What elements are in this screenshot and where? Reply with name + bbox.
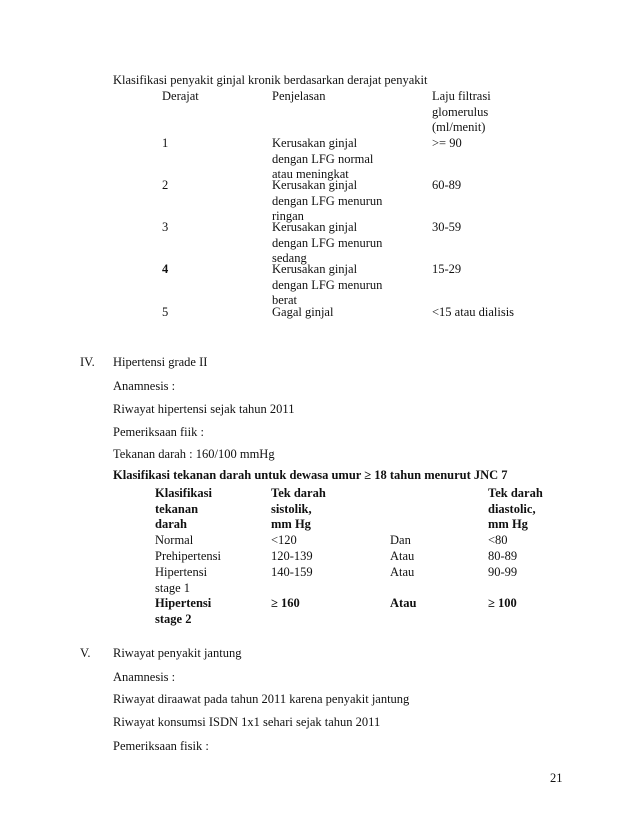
jnc-row-diastolik: ≥ 100 — [488, 596, 517, 610]
ckd-row-laju: >= 90 — [432, 136, 462, 150]
page-number: 21 — [550, 771, 563, 785]
jnc-row-diastolik: <80 — [488, 533, 508, 547]
ckd-header-derajat: Derajat — [162, 89, 199, 103]
jnc-header-diastolik — [488, 486, 543, 533]
ckd-row-penjelasan — [272, 305, 333, 321]
ckd-row-penjelasan-line: Kerusakan ginjal — [272, 178, 358, 192]
ckd-row-penjelasan — [272, 262, 382, 309]
section-iv-line: Pemeriksaan fiik : — [113, 425, 204, 439]
ckd-row-laju: 60-89 — [432, 178, 462, 192]
jnc-row-klasifikasi — [155, 596, 211, 627]
section-v-line: Pemeriksaan fisik : — [113, 739, 209, 753]
jnc-row-klasifikasi-line: Hipertensi — [155, 565, 208, 579]
ckd-row-penjelasan-line: Kerusakan ginjal — [272, 220, 358, 234]
ckd-row-penjelasan — [272, 136, 373, 183]
ckd-header-penjelasan: Penjelasan — [272, 89, 326, 103]
jnc-row-klasifikasi — [155, 533, 193, 549]
ckd-row-penjelasan-line: Kerusakan ginjal — [272, 262, 358, 276]
section-iv-line: Tekanan darah : 160/100 mmHg — [113, 447, 275, 461]
ckd-row-derajat: 4 — [162, 262, 169, 276]
ckd-row-derajat: 5 — [162, 305, 169, 319]
jnc-row-klasifikasi-line: stage 2 — [155, 611, 192, 626]
jnc-row-conjunction: Atau — [390, 565, 415, 579]
ckd-row-penjelasan-line: ringan — [272, 209, 304, 223]
ckd-header-laju — [432, 89, 491, 136]
section-v-title: Riwayat penyakit jantung — [113, 646, 242, 660]
jnc-header-line: Klasifikasi — [155, 486, 212, 500]
jnc-header-line: mm Hg — [488, 517, 528, 531]
jnc-row-klasifikasi-line: Normal — [155, 533, 194, 547]
jnc-row-conjunction: Atau — [390, 596, 417, 610]
section-v-line: Riwayat diraawat pada tahun 2011 karena penyakit jantung — [113, 692, 410, 706]
jnc-row-klasifikasi-line: Prehipertensi — [155, 549, 221, 563]
ckd-row-penjelasan-line: dengan LFG menurun — [272, 193, 383, 208]
jnc-header-line: diastolic, — [488, 501, 536, 516]
jnc-header-line: tekanan — [155, 501, 199, 516]
section-iv-line: Riwayat hipertensi sejak tahun 2011 — [113, 402, 295, 416]
jnc-row-sistolik: ≥ 160 — [271, 596, 300, 610]
section-v-numeral: V. — [80, 646, 91, 660]
ckd-row-derajat: 2 — [162, 178, 169, 192]
jnc-table-title: Klasifikasi tekanan darah untuk dewasa umur ≥ 18 tahun menurut JNC 7 — [113, 468, 508, 482]
section-iv-title: Hipertensi grade II — [113, 355, 208, 369]
jnc-header-line: sistolik, — [271, 501, 312, 516]
ckd-row-penjelasan — [272, 220, 382, 267]
jnc-header-sistolik — [271, 486, 326, 533]
jnc-row-klasifikasi-line: stage 1 — [155, 580, 191, 595]
section-iv-numeral: IV. — [80, 355, 95, 369]
ckd-row-laju: <15 atau dialisis — [432, 305, 515, 319]
jnc-header-line: Tek darah — [488, 486, 543, 500]
section-v-line: Anamnesis : — [113, 670, 176, 684]
ckd-row-derajat: 3 — [162, 220, 169, 234]
ckd-row-laju: 15-29 — [432, 262, 462, 276]
ckd-row-laju: 30-59 — [432, 220, 462, 234]
ckd-header-laju-line: glomerulus — [432, 104, 489, 119]
ckd-row-penjelasan-line: sedang — [272, 251, 307, 265]
jnc-row-diastolik: 90-99 — [488, 565, 518, 579]
jnc-row-sistolik: 140-159 — [271, 565, 313, 579]
jnc-row-sistolik: <120 — [271, 533, 297, 547]
ckd-row-penjelasan-line: Gagal ginjal — [272, 305, 334, 319]
jnc-row-klasifikasi — [155, 565, 207, 596]
jnc-header-line: darah — [155, 517, 187, 531]
jnc-header-line: mm Hg — [271, 517, 311, 531]
ckd-header-laju-line: (ml/menit) — [432, 120, 486, 134]
jnc-row-conjunction: Atau — [390, 549, 415, 563]
ckd-row-penjelasan-line: dengan LFG menurun — [272, 277, 383, 292]
jnc-header-line: Tek darah — [271, 486, 326, 500]
jnc-row-conjunction: Dan — [390, 533, 411, 547]
ckd-row-derajat: 1 — [162, 136, 169, 150]
section-v-line: Riwayat konsumsi ISDN 1x1 sehari sejak tahun 2011 — [113, 715, 381, 729]
jnc-row-klasifikasi — [155, 549, 221, 565]
jnc-row-diastolik: 80-89 — [488, 549, 518, 563]
ckd-row-penjelasan-line: Kerusakan ginjal — [272, 136, 358, 150]
ckd-row-penjelasan — [272, 178, 382, 225]
ckd-row-penjelasan-line: atau meningkat — [272, 167, 349, 181]
ckd-row-penjelasan-line: dengan LFG menurun — [272, 235, 383, 250]
section-iv-line: Anamnesis : — [113, 379, 176, 393]
ckd-row-penjelasan-line: dengan LFG normal — [272, 151, 374, 166]
jnc-row-sistolik: 120-139 — [271, 549, 313, 563]
ckd-row-penjelasan-line: berat — [272, 293, 297, 307]
jnc-row-klasifikasi-line: Hipertensi — [155, 596, 212, 610]
ckd-table-title: Klasifikasi penyakit ginjal kronik berdasarkan derajat penyakit — [113, 73, 428, 87]
ckd-header-laju-line: Laju filtrasi — [432, 89, 491, 103]
jnc-header-klasifikasi — [155, 486, 212, 533]
